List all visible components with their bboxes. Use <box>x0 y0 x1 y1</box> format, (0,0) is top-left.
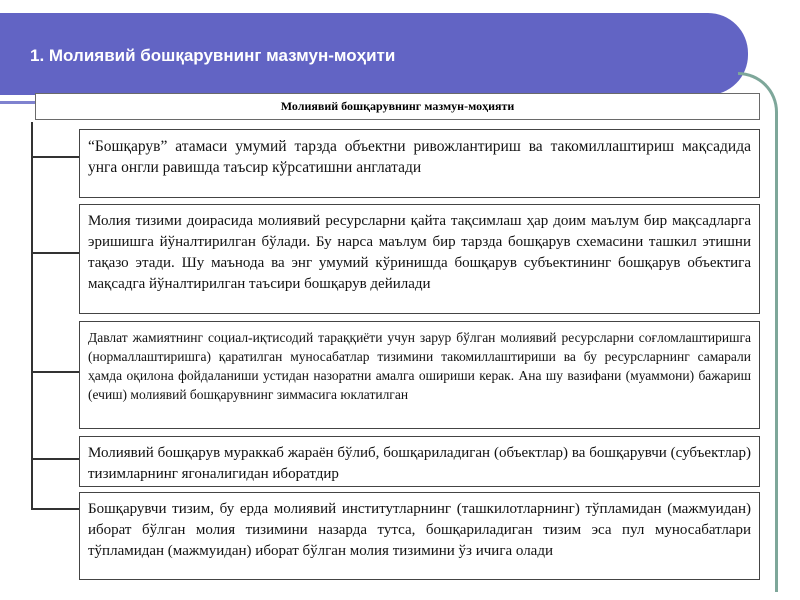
content-box-4: Молиявий бошқарув мураккаб жараён бўлиб, бошқариладиган (объектлар) ва бошқарувчи (субъектлар) тизимларнинг ягоналигидан иборатдир <box>79 436 760 487</box>
connector-2 <box>31 252 79 254</box>
connector-5 <box>31 508 79 510</box>
connector-1 <box>31 156 79 158</box>
diagram-header: Молиявий бошқарувнинг мазмун-моҳияти <box>35 93 760 120</box>
connector-4 <box>31 458 79 460</box>
content-box-1: “Бошқарув” атамаси умумий тарзда объектни ривожлантириш ва такомиллаштириш мақсадида унга онгли равишда таъсир кўрсатишни англатади <box>79 129 760 198</box>
connector-3 <box>31 371 79 373</box>
content-box-3: Давлат жамиятнинг социал-иқтисодий тараққиёти учун зарур бўлган молиявий ресурсларни соғломлаштиришга (нормаллаштиришга) қаратилган муносабатлар тизимини такомиллаштириши ва бу ресурсларнинг самарали ҳамда оқилона фойдаланиши устидан назоратни амалга ошириши керак. Ана шу вазифани (муаммони) бажариш (ечиш) молиявий бошқарувнинг зиммасига юклатилган <box>79 321 760 429</box>
slide-title: 1. Молиявий бошқарувнинг мазмун-моҳити <box>30 46 396 65</box>
content-box-5: Бошқарувчи тизим, бу ерда молиявий институтларнинг (ташкилотларнинг) тўпламидан (мажмуидан) иборат бўлган молия тизимини назарда тутса, бошқариладиган тизим эса пул муносабатлари тўпламидан (мажмуидан) иборат бўлган молия тизимини ўз ичига олади <box>79 492 760 580</box>
content-box-2: Молия тизими доирасида молиявий ресурсларни қайта тақсимлаш ҳар доим маълум бир мақсадларга эришишга йўналтирилган бўлади. Бу нарса маълум бир тарзда бошқарув схемасини ташкил этишни тақазо этади. Шу маънода ва энг умумий кўринишда бошқарув субъектининг бошқарув объектига мақсадга йўналтирилган таъсири бошқарув дейилади <box>79 204 760 314</box>
connector-spine <box>31 122 33 510</box>
